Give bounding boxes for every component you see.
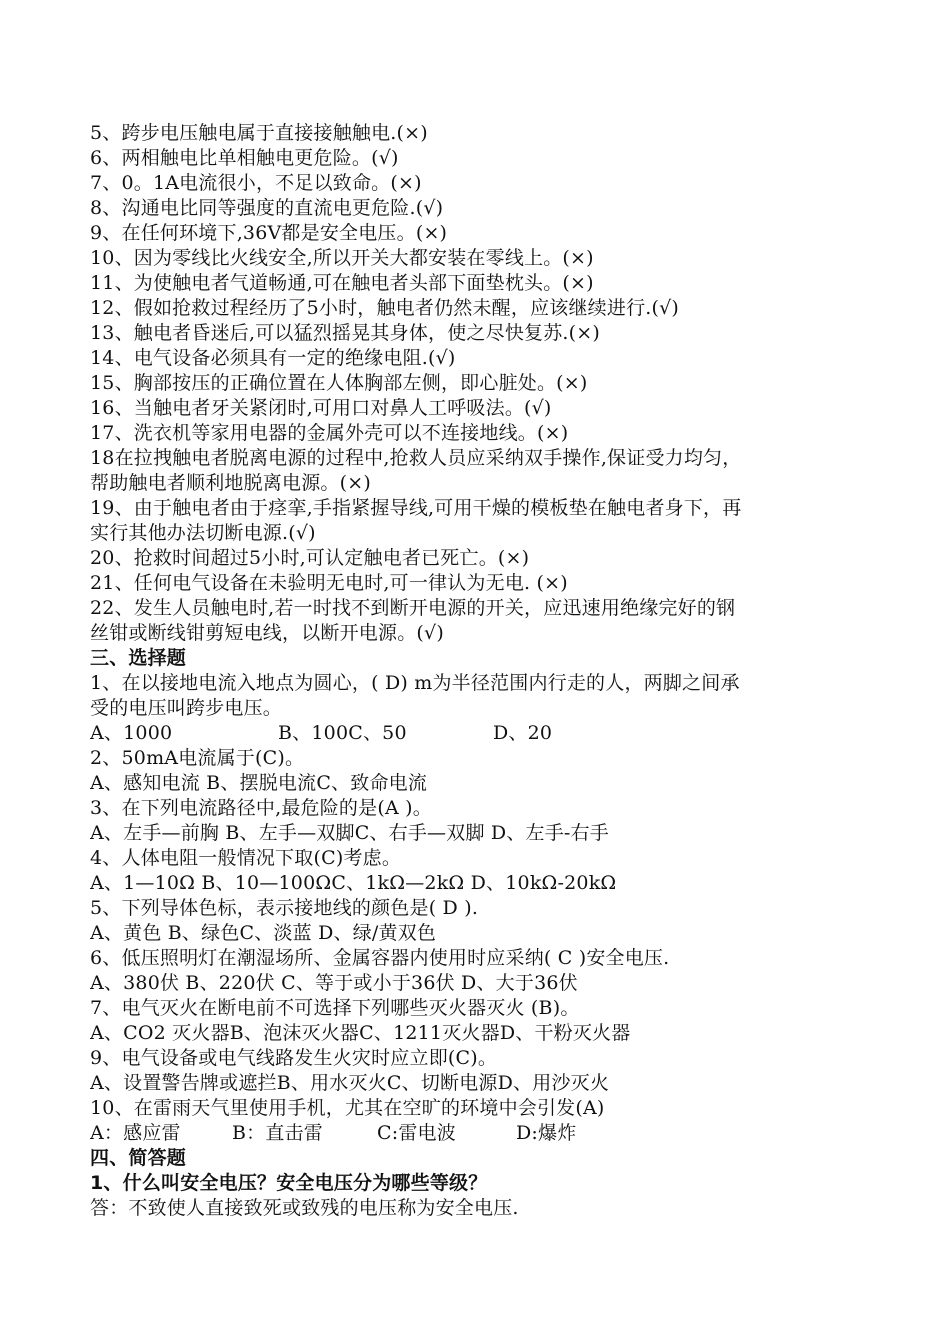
mc-question-3: 3、在下列电流路径中,最危险的是(A )。 <box>90 797 432 819</box>
mc-question-5: 5、下列导体色标，表示接地线的颜色是( D ). <box>90 897 479 919</box>
tf-item-21: 21、任何电气设备在未验明无电时,可一律认为无电. (×) <box>90 572 568 594</box>
tf-item-16: 16、当触电者牙关紧闭时,可用口对鼻人工呼吸法。(√) <box>90 397 552 419</box>
tf-item-22-line2: 丝钳或断线钳剪短电线，以断开电源。(√) <box>90 622 444 644</box>
tf-item-8: 8、沟通电比同等强度的直流电更危险.(√) <box>90 197 444 219</box>
tf-item-22-line1: 22、发生人员触电时,若一时找不到断开电源的开关，应迅速用绝缘完好的钢 <box>90 597 736 619</box>
short-answer-answer-1: 答：不致使人直接致死或致残的电压称为安全电压. <box>90 1197 519 1219</box>
mc-question-10-options <box>90 1121 870 1146</box>
tf-item-19-line2: 实行其他办法切断电源.(√) <box>90 522 316 544</box>
tf-item-14: 14、电气设备必须具有一定的绝缘电阻.(√) <box>90 347 456 369</box>
tf-item-18-line1: 18在拉拽触电者脱离电源的过程中,抢救人员应采纳双手操作,保证受力均匀， <box>90 447 742 469</box>
mc-question-1-line1: 1、在以接地电流入地点为圆心，( D) m为半径范围内行走的人，两脚之间承 <box>90 672 740 694</box>
mc-question-6: 6、低压照明灯在潮湿场所、金属容器内使用时应采纳( C )安全电压. <box>90 947 670 969</box>
mc-question-9: 9、电气设备或电气线路发生火灾时应立即(C)。 <box>90 1047 498 1069</box>
mc-q1-option-d: D、20 <box>493 722 553 744</box>
tf-item-12: 12、假如抢救过程经历了5小时，触电者仍然未醒，应该继续进行.(√) <box>90 297 680 319</box>
mc-question-10: 10、在雷雨天气里使用手机，尤其在空旷的环境中会引发(A) <box>90 1097 605 1119</box>
mc-question-6-options: A、380伏 B、220伏 C、等于或小于36伏 D、大于36伏 <box>90 972 578 994</box>
mc-question-4-options: A、1—10Ω B、10—100ΩC、1kΩ—2kΩ D、10kΩ-20kΩ <box>90 872 617 894</box>
tf-item-17: 17、洗衣机等家用电器的金属外壳可以不连接地线。(×) <box>90 422 569 444</box>
tf-item-11: 11、为使触电者气道畅通,可在触电者头部下面垫枕头。(×) <box>90 272 594 294</box>
section-heading-short-answer: 四、简答题 <box>90 1147 187 1169</box>
mc-question-7: 7、电气灭火在断电前不可选择下列哪些灭火器灭火 (B)。 <box>90 997 580 1019</box>
tf-item-5: 5、跨步电压触电属于直接接触触电.(×) <box>90 122 428 144</box>
mc-q10-option-c: C:雷电波 <box>377 1122 456 1144</box>
mc-question-1-options <box>90 721 870 746</box>
mc-question-3-options: A、左手—前胸 B、左手—双脚C、右手—双脚 D、左手-右手 <box>90 822 609 844</box>
mc-question-4: 4、人体电阻一般情况下取(C)考虑。 <box>90 847 402 869</box>
mc-question-7-options: A、CO2 灭火器B、泡沫灭火器C、1211灭火器D、干粉灭火器 <box>90 1022 631 1044</box>
tf-item-18-line2: 帮助触电者顺利地脱离电源。(×) <box>90 472 371 494</box>
mc-question-1-line2: 受的电压叫跨步电压。 <box>90 697 283 719</box>
tf-item-20: 20、抢救时间超过5小时,可认定触电者已死亡。(×) <box>90 547 530 569</box>
section-heading-choice: 三、选择题 <box>90 647 187 669</box>
mc-question-5-options: A、黄色 B、绿色C、淡蓝 D、绿/黄双色 <box>90 922 437 944</box>
mc-q10-option-b: B：直击雷 <box>232 1122 323 1144</box>
mc-question-2: 2、50mA电流属于(C)。 <box>90 747 305 769</box>
tf-item-19-line1: 19、由于触电者由于痉挛,手指紧握导线,可用干燥的模板垫在触电者身下，再 <box>90 497 742 519</box>
mc-q1-option-bc: B、100C、50 <box>278 722 407 744</box>
short-answer-question-1: 1、什么叫安全电压？安全电压分为哪些等级？ <box>90 1172 488 1194</box>
mc-q10-option-d: D:爆炸 <box>516 1122 577 1144</box>
tf-item-7: 7、0。1A电流很小，不足以致命。(×) <box>90 172 422 194</box>
mc-question-2-options: A、感知电流 B、摆脱电流C、致命电流 <box>90 772 428 794</box>
tf-item-13: 13、触电者昏迷后,可以猛烈摇晃其身体，使之尽快复苏.(×) <box>90 322 601 344</box>
mc-q1-option-a: A、1000 <box>90 722 173 744</box>
tf-item-9: 9、在任何环境下,36V都是安全电压。(×) <box>90 222 448 244</box>
mc-question-9-options: A、设置警告牌或遮拦B、用水灭火C、切断电源D、用沙灭火 <box>90 1072 610 1094</box>
tf-item-15: 15、胸部按压的正确位置在人体胸部左侧，即心脏处。(×) <box>90 372 588 394</box>
mc-q10-option-a: A：感应雷 <box>90 1122 181 1144</box>
tf-item-6: 6、两相触电比单相触电更危险。(√) <box>90 147 399 169</box>
tf-item-10: 10、因为零线比火线安全,所以开关大都安装在零线上。(×) <box>90 247 594 269</box>
